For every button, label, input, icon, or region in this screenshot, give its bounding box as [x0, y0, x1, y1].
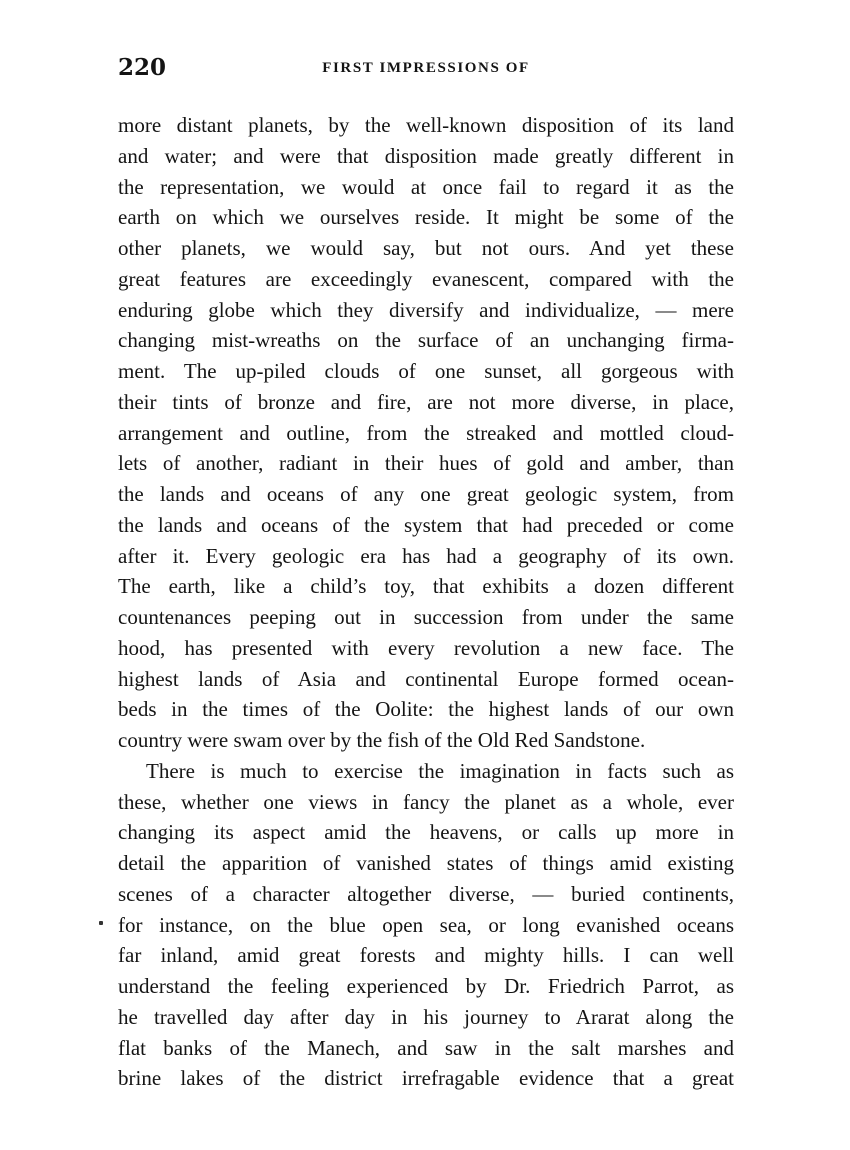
text-line: brine lakes of the district irrefragable evidence that a great	[118, 1066, 734, 1091]
text-line: arrangement and outline, from the streaked and mottled cloud-	[118, 420, 734, 445]
text-line: country were swam over by the fish of the Old Red Sandstone.	[118, 728, 646, 752]
body-text	[118, 110, 734, 1094]
text-line: more distant planets, by the well-known disposition of its land	[118, 113, 734, 137]
text-line: The earth, like a child’s toy, that exhibits a dozen different	[118, 574, 734, 599]
text-line: for instance, on the blue open sea, or long evanished oceans	[118, 912, 734, 937]
text-line: their tints of bronze and fire, are not more diverse, in place,	[118, 389, 734, 414]
text-line: the lands and oceans of the system that had preceded or come	[118, 512, 734, 537]
text-line: There is much to exercise the imagination in facts such as	[146, 758, 734, 783]
text-line: and water; and were that disposition made greatly different in	[118, 143, 734, 168]
page-header	[118, 52, 734, 84]
running-head: FIRST IMPRESSIONS OF	[322, 60, 530, 76]
text-line: the lands and oceans of any one great geologic system, from	[118, 482, 734, 506]
text-line: other planets, we would say, but not ours. And yet these	[118, 236, 734, 260]
text-line: understand the feeling experienced by Dr. Friedrich Parrot, as	[118, 974, 734, 998]
text-line: changing its aspect amid the heavens, or calls up more in	[118, 820, 734, 845]
text-line: hood, has presented with every revolution a new face. The	[118, 635, 734, 660]
text-line: lets of another, radiant in their hues of gold and amber, than	[118, 451, 734, 476]
text-line: the representation, we would at once fail to regard it as the	[118, 174, 734, 199]
text-line: changing mist-wreaths on the surface of an unchanging firma-	[118, 328, 734, 353]
text-line: detail the apparition of vanished states of things amid existing	[118, 851, 734, 875]
text-line: ment. The up-piled clouds of one sunset, all gorgeous with	[118, 359, 734, 383]
text-line: after it. Every geologic era has had a geography of its own.	[118, 543, 734, 568]
text-line: far inland, amid great forests and mighty hills. I can well	[118, 943, 734, 968]
text-line: enduring globe which they diversify and individualize, — mere	[118, 297, 734, 322]
page-number: 220	[118, 54, 167, 81]
text-line: countenances peeping out in succession from under the same	[118, 605, 734, 629]
text-line: great features are exceedingly evanescent, compared with the	[118, 266, 734, 291]
text-line: highest lands of Asia and continental Europe formed ocean-	[118, 666, 734, 691]
text-line: these, whether one views in fancy the planet as a whole, ever	[118, 789, 734, 814]
text-line: earth on which we ourselves reside. It might be some of the	[118, 205, 734, 230]
text-line: scenes of a character altogether diverse, — buried continents,	[118, 881, 734, 906]
text-line: beds in the times of the Oolite: the highest lands of our own	[118, 697, 734, 722]
margin-mark	[99, 921, 103, 925]
text-line: he travelled day after day in his journey to Ararat along the	[118, 1004, 734, 1029]
text-line: flat banks of the Manech, and saw in the salt marshes and	[118, 1035, 734, 1060]
